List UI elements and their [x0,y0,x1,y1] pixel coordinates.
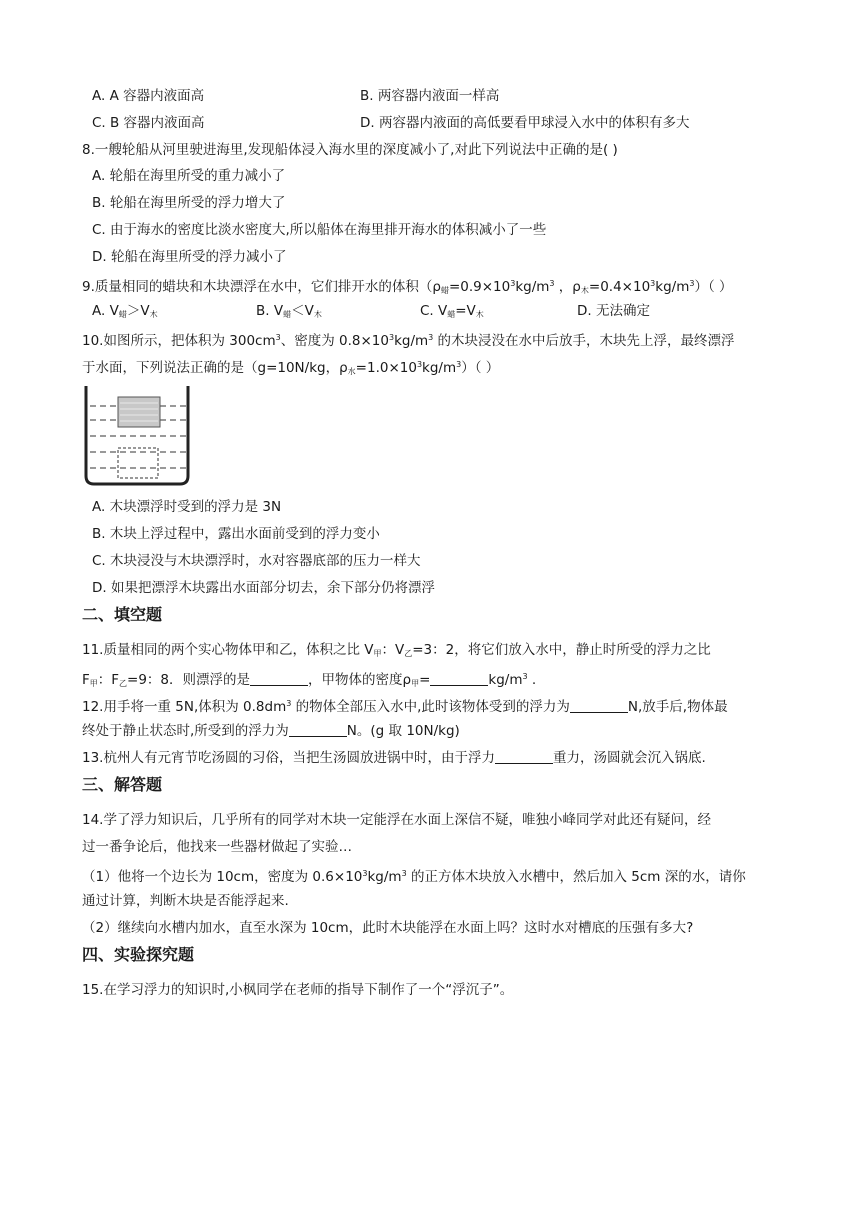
q8-option-d: D. 轮船在海里所受的浮力减小了 [92,249,287,265]
q7-option-c: C. B 容器内液面高 [92,115,205,131]
section-experiment-title: 四、实验探究题 [82,945,195,964]
q9-option-d: D. 无法确定 [577,303,650,319]
q12-blank-2[interactable] [289,722,347,737]
q9-stem: 9.质量相同的蜡块和木块漂浮在水中，它们排开水的体积（$\rho_蜡=0.9\times 10^3kg/m^3$ ，$\rho_木=0.4\times 10^3kg/m^3$）（ ） [82,279,733,295]
q10-option-a: A. 木块漂浮时受到的浮力是 3N [92,499,282,515]
q15-line1: 15.在学习浮力的知识时,小枫同学在老师的指导下制作了一个“浮沉子”。 [82,982,514,998]
section-answer-title: 三、解答题 [82,775,163,794]
q14-line5: （2）继续向水槽内加水，直至水深为 10cm，此时木块能浮在水面上吗？这时水对槽底的压强有多大? [82,920,694,936]
q13-blank[interactable] [495,749,553,764]
q11-blank-1[interactable] [250,671,308,686]
q10-stem-line1: 10.如图所示，把体积为 $300cm^3$、密度为 $0.8\times 10^3kg/m^3$ 的木块浸没在水中后放手，木块先上浮，最终漂浮 [82,333,735,349]
q10-stem-line2: 于水面，下列说法正确的是（g=10N/kg，$\rho_水=1.0\times 10^3kg/m^3$）（ ） [82,360,500,376]
q10-option-c: C. 木块浸没与木块漂浮时，水对容器底部的压力一样大 [92,553,421,569]
q7-option-d: D. 两容器内液面的高低要看甲球浸入水中的体积有多大 [360,115,690,131]
q12-blank-1[interactable] [570,698,628,713]
q9-option-b: B. $V_蜡<V_木$ [256,303,322,319]
q11-line2: $F_甲$：$F_乙=9$：8．则漂浮的是 ，甲物体的密度$\rho_甲= kg/m^3$ . [82,672,537,688]
container-wood-block-figure [82,384,194,488]
q10-option-b: B. 木块上浮过程中，露出水面前受到的浮力变小 [92,526,380,542]
q12-line1: 12.用手将一重 5N,体积为 $0.8dm^3$ 的物体全部压入水中,此时该物体受到的浮力为 N,放手后,物体最 [82,699,728,715]
q8-stem: 8.一艘轮船从河里驶进海里,发现船体浸入海水里的深度减小了,对此下列说法中正确的是( ) [82,142,618,158]
q7-option-b: B. 两容器内液面一样高 [360,88,500,104]
q12-line2: 终处于静止状态时,所受到的浮力为 N。(g 取 10N/kg) [82,723,460,739]
q8-option-b: B. 轮船在海里所受的浮力增大了 [92,195,286,211]
q7-option-a: A. A 容器内液面高 [92,88,205,104]
q14-line1: 14.学了浮力知识后，几乎所有的同学对木块一定能浮在水面上深信不疑，唯独小峰同学对此还有疑问，经 [82,812,711,828]
q11-line1: 11.质量相同的两个实心物体甲和乙，体积之比 $V_甲$：$V_乙=3$：2，将它们放入水中，静止时所受的浮力之比 [82,642,711,658]
q9-option-a: A. $V_蜡>V_木$ [92,303,158,319]
q9-option-c: C. $V_蜡=V_木$ [420,303,484,319]
q8-option-a: A. 轮船在海里所受的重力减小了 [92,168,286,184]
q8-option-c: C. 由于海水的密度比淡水密度大,所以船体在海里排开海水的体积减小了一些 [92,222,547,238]
section-fill-in-title: 二、填空题 [82,605,163,624]
q14-line3: （1）他将一个边长为 10cm，密度为 $0.6\times 10^3kg/m^3$ 的正方体木块放入水槽中，然后加入 5cm 深的水，请你 [82,869,746,885]
floating-wood-block [118,397,160,427]
q10-option-d: D. 如果把漂浮木块露出水面部分切去，余下部分仍将漂浮 [92,580,435,596]
q14-line4: 通过计算，判断木块是否能浮起来. [82,893,289,909]
q11-blank-2[interactable] [430,671,488,686]
q14-line2: 过一番争论后，他找来一些器材做起了实验… [82,839,352,855]
q13-line: 13.杭州人有元宵节吃汤圆的习俗，当把生汤圆放进锅中时，由于浮力 重力，汤圆就会沉入锅底. [82,750,706,766]
